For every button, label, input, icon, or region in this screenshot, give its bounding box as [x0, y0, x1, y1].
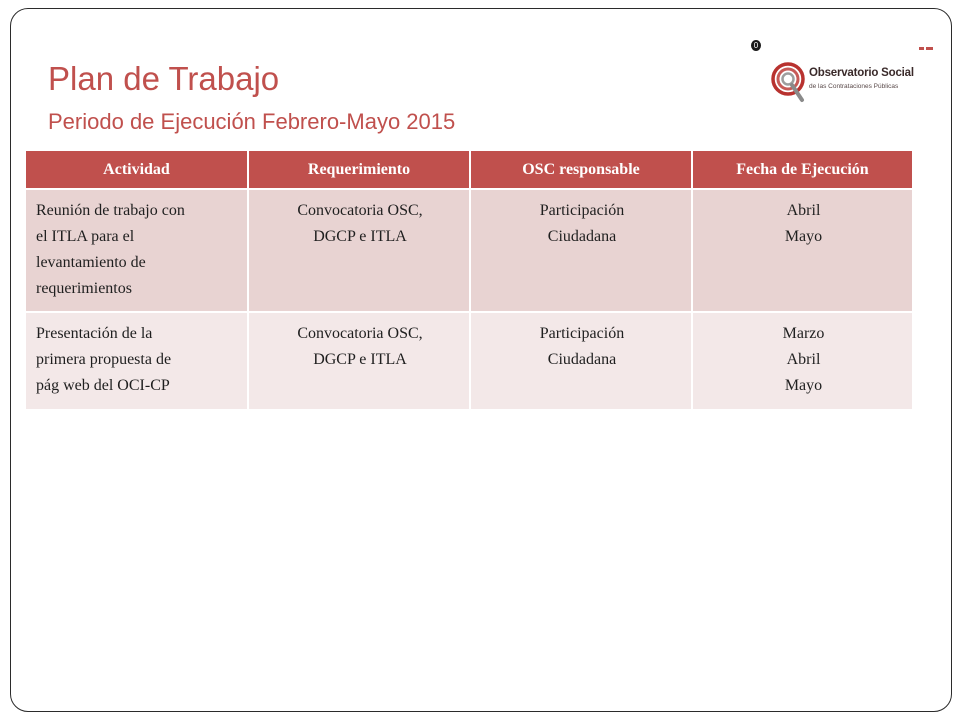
cell-line: DGCP e ITLA	[313, 351, 407, 368]
cell-line: Abril	[786, 351, 821, 368]
cell-line: DGCP e ITLA	[313, 228, 407, 245]
observatorio-logo	[770, 58, 914, 108]
column-header-actividad: Actividad	[26, 151, 248, 189]
cell-osc-responsable	[470, 312, 692, 409]
cell-actividad	[26, 189, 248, 312]
cell-line: Presentación de la	[36, 325, 153, 342]
cell-line: pág web del OCI-CP	[36, 377, 170, 394]
cell-actividad	[26, 312, 248, 409]
cell-line: Participación	[539, 325, 625, 342]
cell-line: Mayo	[784, 228, 823, 245]
cell-line: requerimientos	[36, 280, 132, 297]
cell-line: Participación	[539, 202, 625, 219]
cell-line: Ciudadana	[547, 351, 617, 368]
table-row	[26, 312, 912, 409]
cell-line: Abril	[786, 202, 821, 219]
observatorio-magnifier-icon	[770, 58, 810, 108]
logo-tagline: de las Contrataciones Públicas	[809, 83, 899, 90]
cell-line: el ITLA para el	[36, 228, 135, 245]
cell-line: Ciudadana	[547, 228, 617, 245]
work-plan-table	[26, 151, 912, 409]
cell-line: Marzo	[782, 325, 825, 342]
cell-line: Reunión de trabajo con	[36, 202, 185, 219]
cell-fecha-ejecucion	[692, 189, 912, 312]
cell-requerimiento	[248, 312, 470, 409]
cell-fecha-ejecucion	[692, 312, 912, 409]
page-title: Plan de Trabajo	[48, 60, 280, 97]
cell-requerimiento	[248, 189, 470, 312]
column-header-fecha-ejecucion: Fecha de Ejecución	[692, 151, 912, 189]
cell-line: Mayo	[784, 377, 823, 394]
cell-line: primera propuesta de	[36, 351, 172, 368]
logo-marker: 0	[751, 40, 761, 51]
cell-line: Convocatoria OSC,	[297, 202, 423, 219]
decorative-dash-icon	[919, 47, 933, 50]
logo-name: Observatorio Social	[809, 67, 914, 79]
table-row	[26, 189, 912, 312]
cell-line: Convocatoria OSC,	[297, 325, 423, 342]
page-subtitle: Periodo de Ejecución Febrero-Mayo 2015	[48, 109, 456, 134]
table-header-row	[26, 151, 912, 189]
cell-line: levantamiento de	[36, 254, 146, 271]
cell-osc-responsable	[470, 189, 692, 312]
column-header-osc-responsable: OSC responsable	[470, 151, 692, 189]
column-header-requerimiento: Requerimiento	[248, 151, 470, 189]
